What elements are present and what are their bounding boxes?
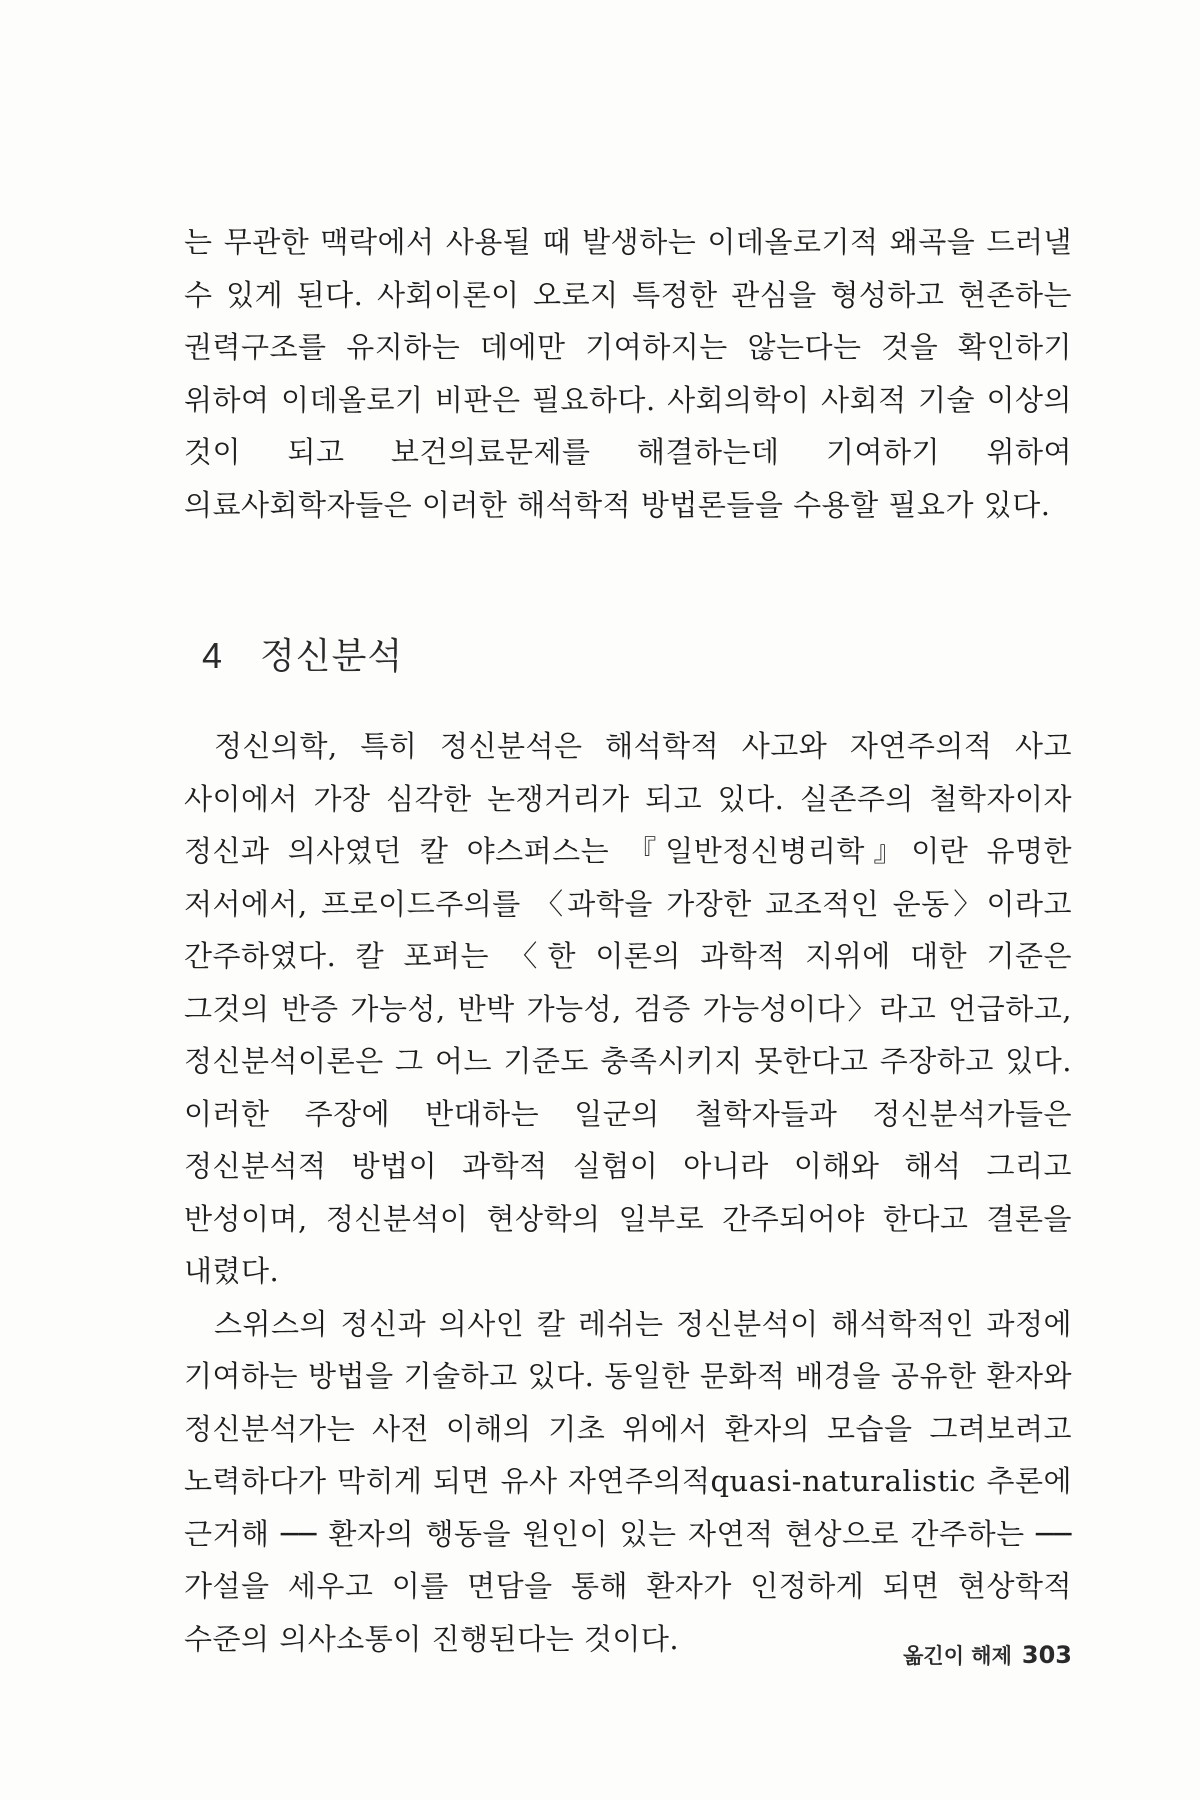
intro-text-block: [184, 216, 1072, 531]
intro-paragraph: 는 무관한 맥락에서 사용될 때 발생하는 이데올로기적 왜곡을 드러낼 수 있게 된다. 사회이론이 오로지 특정한 관심을 형성하고 현존하는 권력구조를 유지하는 데에만 기여하지는 않는다는 것을 확인하기 위하여 이데올로기 비판은 필요하다. 사회의학이 사회적 기술 이상의 것이 되고 보건의료문제를 해결하는데 기여하기 위하여 의료사회학자들은 이러한 해석학적 방법론들을 수용할 필요가 있다.: [184, 225, 1072, 522]
running-title: 옮긴이 해제: [903, 1644, 1012, 1668]
section-body: [184, 720, 1072, 1665]
page-footer: [903, 1640, 1072, 1670]
body-paragraph-1: 정신의학, 특히 정신분석은 해석학적 사고와 자연주의적 사고 사이에서 가장 심각한 논쟁거리가 되고 있다. 실존주의 철학자이자 정신과 의사였던 칼 야스퍼스는 『일반정신병리학』이란 유명한 저서에서, 프로이드주의를 〈과학을 가장한 교조적인 운동〉이라고 간주하였다. 칼 포퍼는 〈한 이론의 과학적 지위에 대한 기준은 그것의 반증 가능성, 반박 가능성, 검증 가능성이다〉라고 언급하고, 정신분석이론은 그 어느 기준도 충족시키지 못한다고 주장하고 있다. 이러한 주장에 반대하는 일군의 철학자들과 정신분석가들은 정신분석적 방법이 과학적 실험이 아니라 이해와 해석 그리고 반성이며, 정신분석이 현상학의 일부로 간주되어야 한다고 결론을 내렸다.: [184, 729, 1072, 1288]
section-heading: [202, 628, 403, 679]
section-title: 정신분석: [260, 636, 404, 677]
body-paragraph-2: 스위스의 정신과 의사인 칼 레쉬는 정신분석이 해석학적인 과정에 기여하는 방법을 기술하고 있다. 동일한 문화적 배경을 공유한 환자와 정신분석가는 사전 이해의 기초 위에서 환자의 모습을 그려보려고 노력하다가 막히게 되면 유사 자연주의적quasi-naturalistic 추론에 근거해 ── 환자의 행동을 원인이 있는 자연적 현상으로 간주하는 ── 가설을 세우고 이를 면담을 통해 환자가 인정하게 되면 현상학적 수준의 의사소통이 진행된다는 것이다.: [184, 1306, 1072, 1656]
section-number: 4: [202, 635, 223, 676]
page-number: 303: [1021, 1641, 1072, 1669]
